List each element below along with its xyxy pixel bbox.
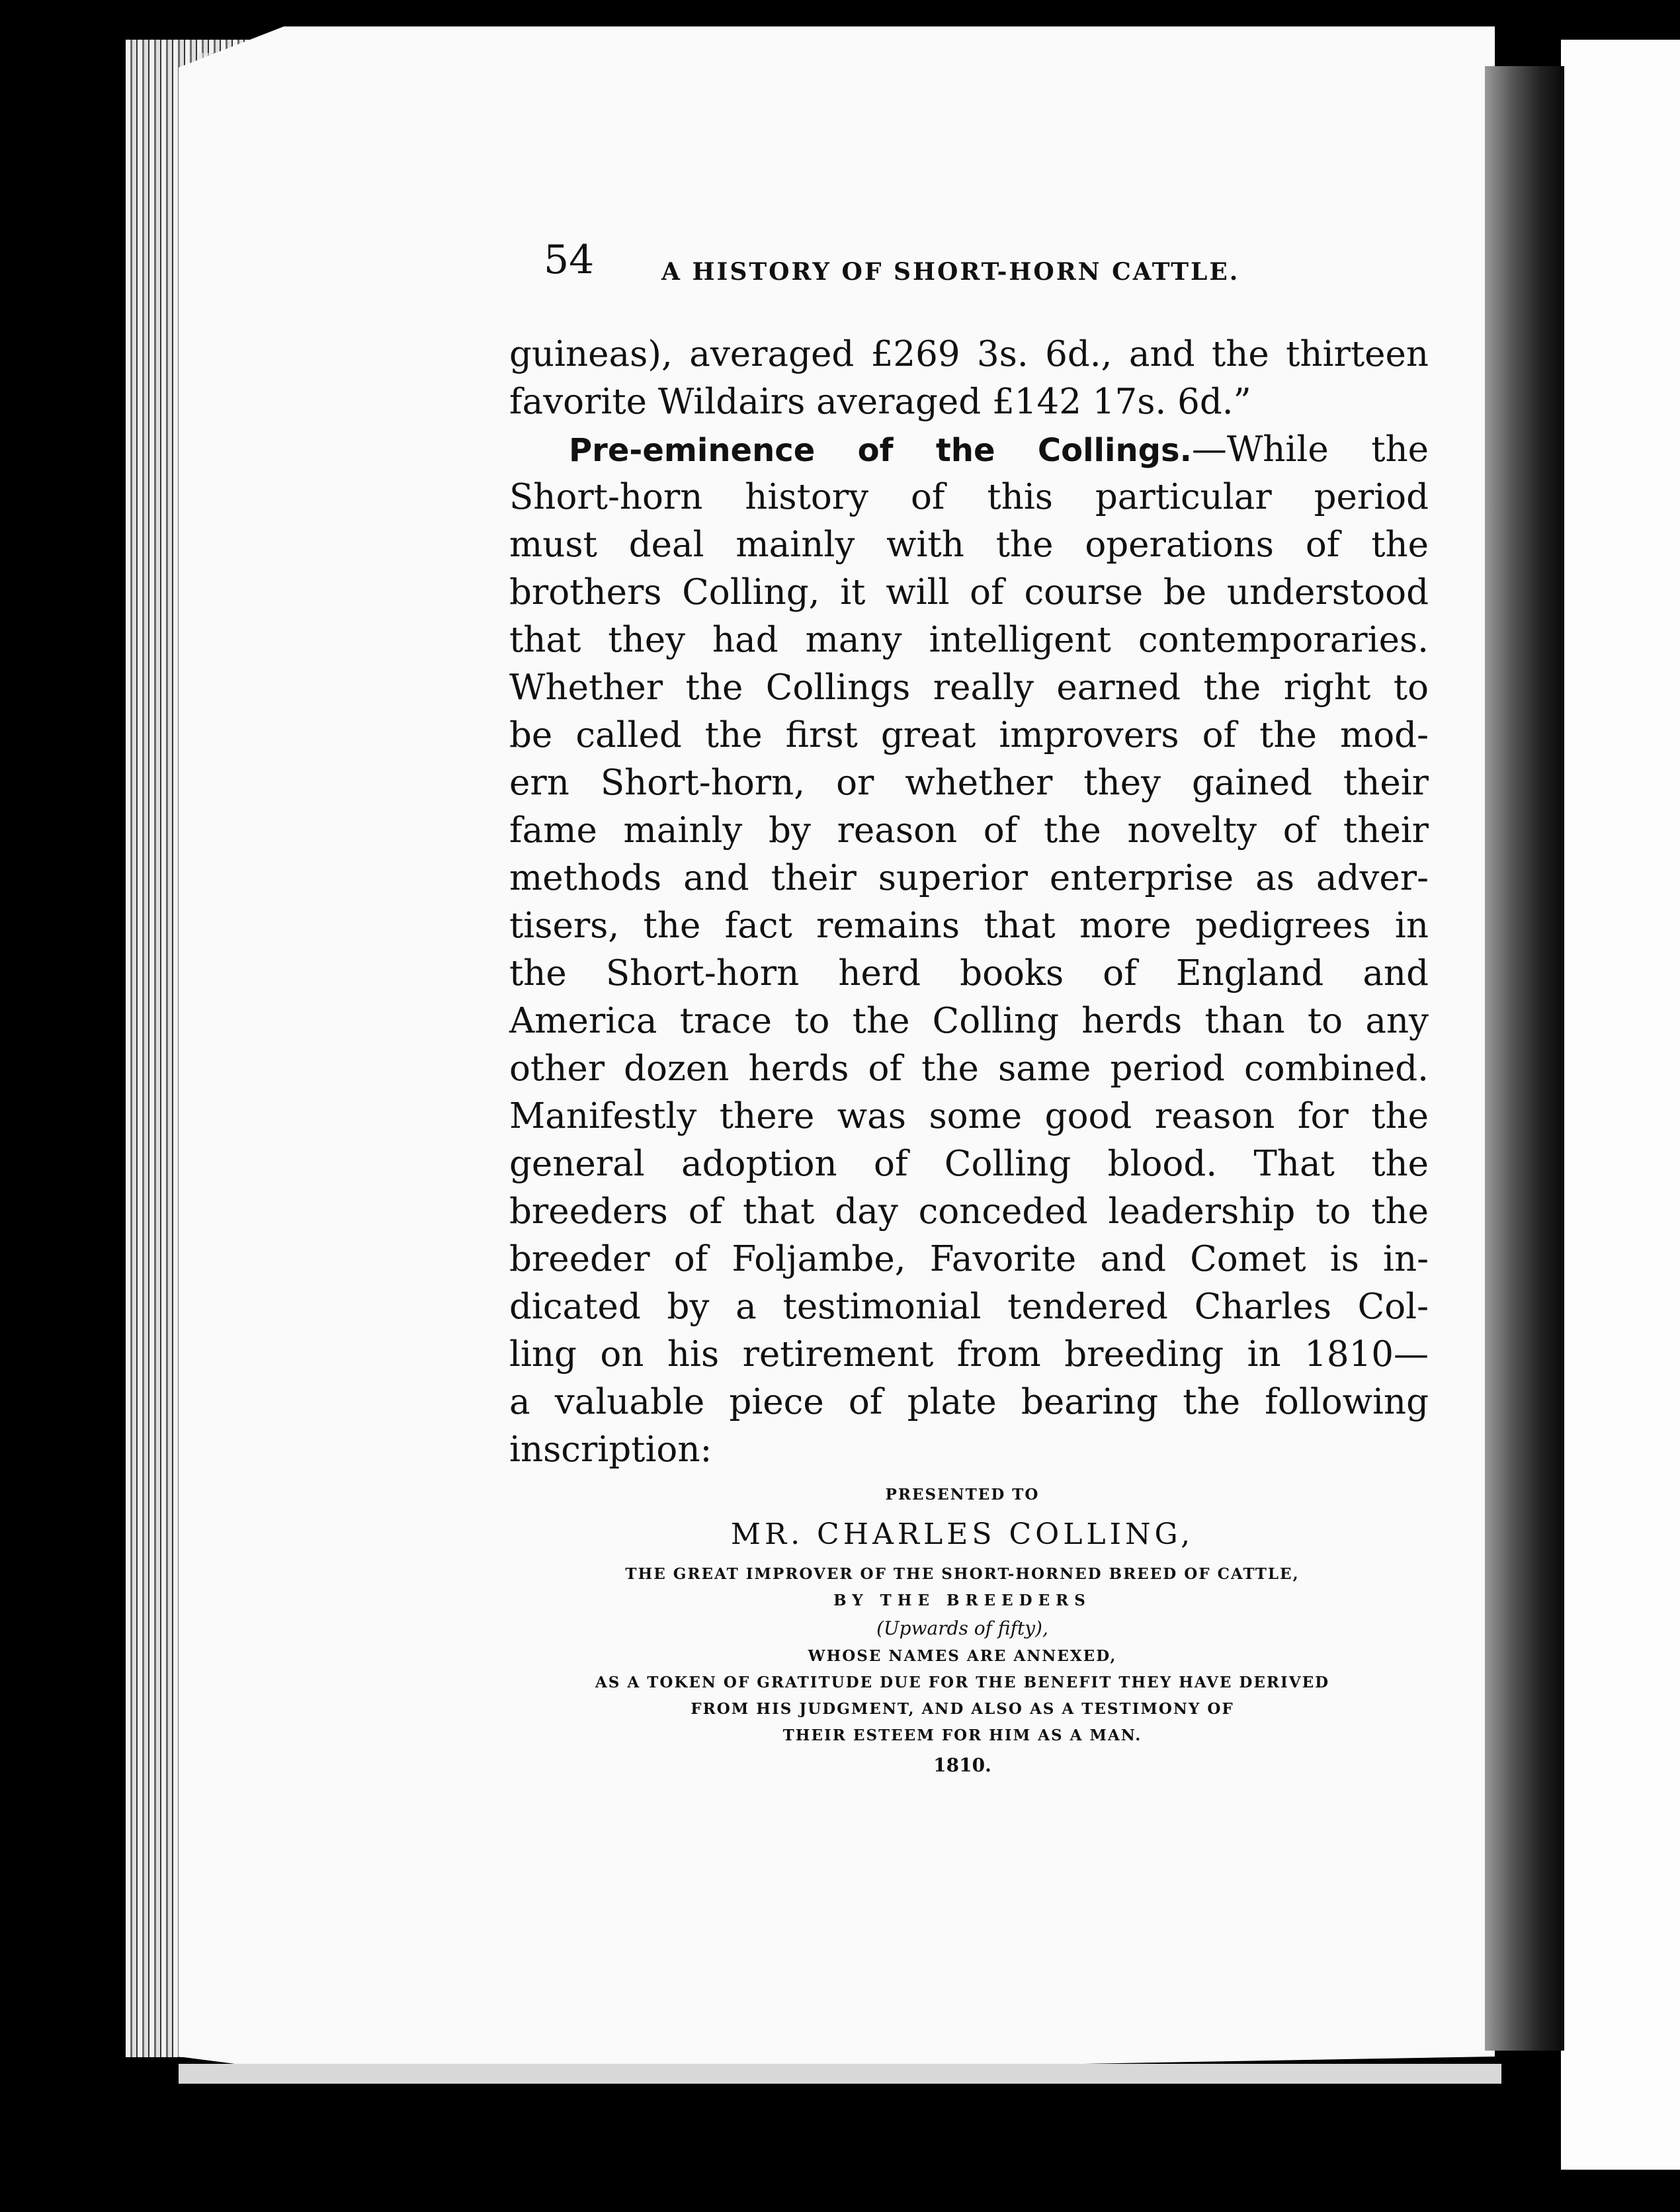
body-line: Whether the Collings really earned the right to (509, 667, 1429, 708)
gutter-shadow (1485, 66, 1564, 2051)
body-line: Short-horn history of this particular period (509, 477, 1429, 517)
inscription-presented-to: PRESENTED TO (885, 1486, 1040, 1504)
body-line: the Short-horn herd books of England and (509, 953, 1429, 994)
body-line: a valuable piece of plate bearing the following (509, 1382, 1429, 1422)
body-line: breeders of that day conceded leadership to the (509, 1191, 1429, 1232)
page-number: 54 (544, 237, 595, 283)
body-line: tisers, the fact remains that more pedigrees in (509, 906, 1429, 946)
inscription-token-line-2: FROM HIS JUDGMENT, AND ALSO AS A TESTIMONY OF (691, 1700, 1234, 1718)
body-line: methods and their superior enterprise as adver- (509, 858, 1429, 898)
inscription-token-line-1: AS A TOKEN OF GRATITUDE DUE FOR THE BENEFIT THEY HAVE DERIVED (595, 1674, 1330, 1691)
body-line: ern Short-horn, or whether they gained their (509, 763, 1429, 803)
body-line: —While the (1191, 429, 1429, 470)
facing-page-edge (1561, 40, 1680, 2170)
body-line: ling on his retirement from breeding in 1810— (509, 1334, 1429, 1375)
body-line: breeder of Foljambe, Favorite and Comet is in- (509, 1239, 1429, 1279)
page-bottom-edge (179, 2064, 1501, 2084)
body-line: other dozen herds of the same period combined. (509, 1048, 1429, 1089)
inscription-whose-names: WHOSE NAMES ARE ANNEXED, (808, 1647, 1117, 1665)
body-line: inscription: (509, 1429, 712, 1470)
inscription-token-line-3: THEIR ESTEEM FOR HIM AS A MAN. (782, 1726, 1142, 1744)
paragraph-start (509, 426, 1429, 474)
inscription-by-breeders: BY THE BREEDERS (833, 1592, 1091, 1609)
body-line: favorite Wildairs averaged £142 17s. 6d.” (509, 382, 1251, 422)
body-line: brothers Colling, it will of course be understood (509, 572, 1429, 613)
body-line: must deal mainly with the operations of the (509, 525, 1429, 565)
body-text (509, 331, 1429, 1474)
body-line: be called the first great improvers of the mod- (509, 715, 1429, 755)
body-line: general adoption of Colling blood. That the (509, 1144, 1429, 1184)
inscription-name: MR. CHARLES COLLING, (730, 1517, 1195, 1551)
body-line: Manifestly there was some good reason for the (509, 1096, 1429, 1136)
inscription-improver: THE GREAT IMPROVER OF THE SHORT-HORNED BREED OF CATTLE, (625, 1565, 1300, 1583)
body-line: guineas), averaged £269 3s. 6d., and the thirteen (509, 334, 1429, 374)
body-line: dicated by a testimonial tendered Charles Col- (509, 1287, 1429, 1327)
run-in-heading: Pre-eminence of the Collings. (569, 432, 1192, 469)
body-line: America trace to the Colling herds than to any (509, 1001, 1429, 1041)
plate-inscription (509, 1482, 1415, 1782)
body-line: that they had many intelligent contemporaries. (509, 620, 1429, 660)
running-title: A HISTORY OF SHORT-HORN CATTLE. (661, 258, 1240, 286)
inscription-upwards: (Upwards of fifty), (876, 1617, 1048, 1639)
inscription-year: 1810. (933, 1754, 991, 1776)
body-line: fame mainly by reason of the novelty of their (509, 810, 1429, 851)
